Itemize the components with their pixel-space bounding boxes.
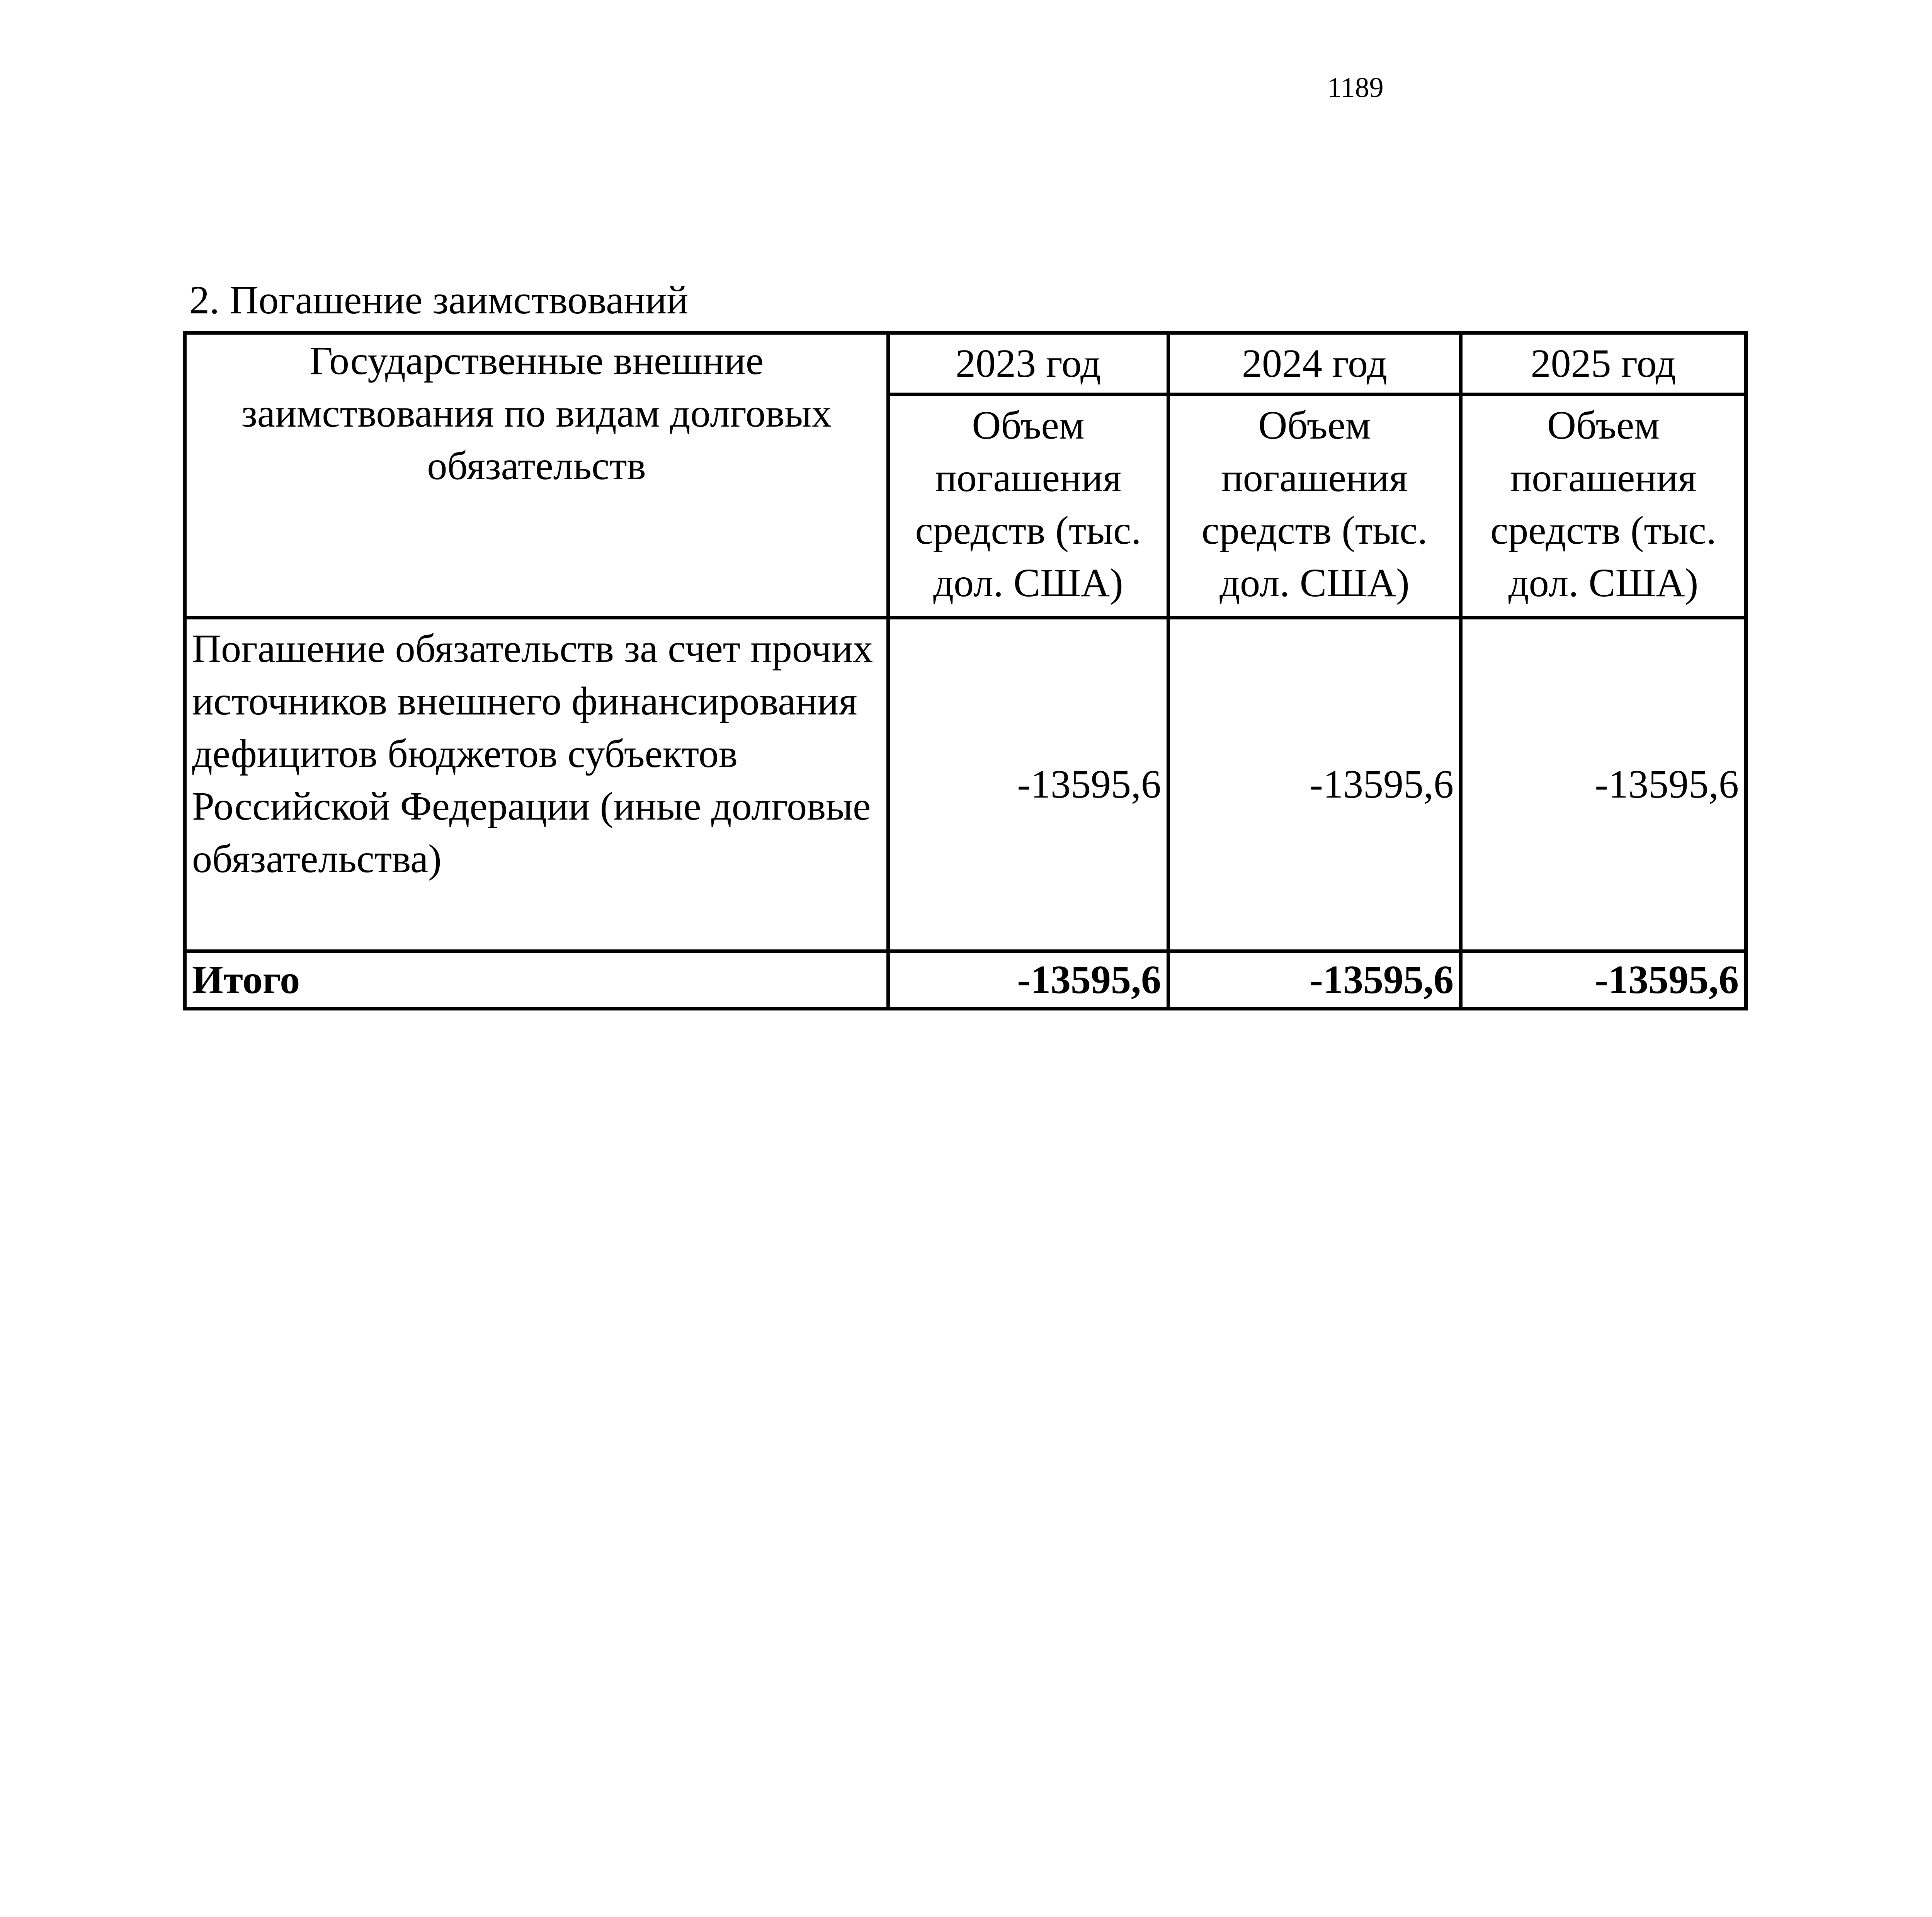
header-name-column: Государственные внешние заимствования по видам долговых обязательств bbox=[185, 333, 888, 618]
row-value-2023: -13595,6 bbox=[888, 618, 1168, 951]
borrowings-repayment-table bbox=[183, 331, 1748, 1010]
row-name: Погашение обязательств за счет прочих источников внешнего финансирования дефицитов бюджетов субъектов Российской Федерации (иные долговые обязательства) bbox=[185, 618, 888, 951]
total-label: Итого bbox=[185, 951, 888, 1009]
total-value-2023: -13595,6 bbox=[888, 951, 1168, 1009]
table-header-row bbox=[185, 333, 1746, 395]
header-year-2025: 2025 год bbox=[1461, 333, 1746, 395]
subheader-volume-2024: Объем погашения средств (тыс. дол. США) bbox=[1168, 395, 1461, 618]
subheader-volume-2023: Объем погашения средств (тыс. дол. США) bbox=[888, 395, 1168, 618]
header-year-2024: 2024 год bbox=[1168, 333, 1461, 395]
row-value-2024: -13595,6 bbox=[1168, 618, 1461, 951]
row-value-2025: -13595,6 bbox=[1461, 618, 1746, 951]
table-row bbox=[185, 618, 1746, 951]
total-value-2024: -13595,6 bbox=[1168, 951, 1461, 1009]
table-total-row bbox=[185, 951, 1746, 1009]
page-number: 1189 bbox=[1327, 72, 1384, 104]
header-year-2023: 2023 год bbox=[888, 333, 1168, 395]
subheader-volume-2025: Объем погашения средств (тыс. дол. США) bbox=[1461, 395, 1746, 618]
total-value-2025: -13595,6 bbox=[1461, 951, 1746, 1009]
section-title: 2. Погашение заимствований bbox=[189, 278, 689, 322]
